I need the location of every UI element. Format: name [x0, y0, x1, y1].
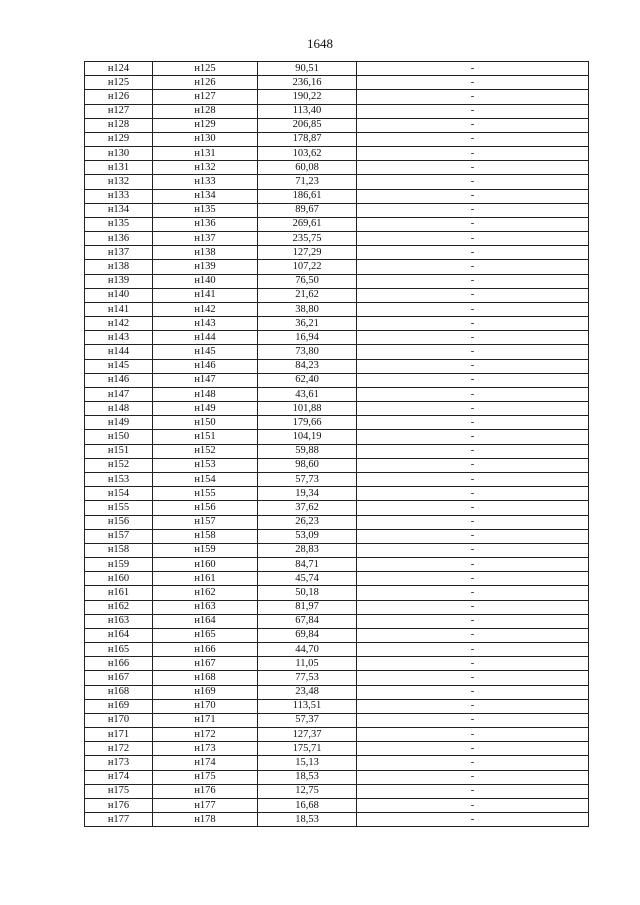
- table-row: [85, 260, 589, 274]
- table-row: [85, 90, 589, 104]
- note-cell: -: [357, 430, 589, 444]
- to-point-cell: н150: [153, 416, 258, 430]
- to-point-cell: н167: [153, 657, 258, 671]
- length-cell: 84,23: [258, 359, 357, 373]
- note-cell: -: [357, 203, 589, 217]
- table-row: [85, 217, 589, 231]
- table-row: [85, 501, 589, 515]
- length-cell: 38,80: [258, 302, 357, 316]
- from-point-cell: н160: [85, 572, 153, 586]
- to-point-cell: н176: [153, 784, 258, 798]
- length-cell: 37,62: [258, 501, 357, 515]
- length-cell: 57,37: [258, 713, 357, 727]
- note-cell: -: [357, 798, 589, 812]
- from-point-cell: н164: [85, 628, 153, 642]
- length-cell: 127,29: [258, 246, 357, 260]
- note-cell: -: [357, 132, 589, 146]
- to-point-cell: н168: [153, 671, 258, 685]
- from-point-cell: н124: [85, 62, 153, 76]
- table-row: [85, 813, 589, 827]
- to-point-cell: н160: [153, 558, 258, 572]
- table-row: [85, 373, 589, 387]
- note-cell: -: [357, 501, 589, 515]
- from-point-cell: н169: [85, 699, 153, 713]
- table-row: [85, 274, 589, 288]
- length-cell: 11,05: [258, 657, 357, 671]
- note-cell: -: [357, 104, 589, 118]
- note-cell: -: [357, 402, 589, 416]
- note-cell: -: [357, 784, 589, 798]
- length-cell: 16,94: [258, 331, 357, 345]
- note-cell: -: [357, 728, 589, 742]
- note-cell: -: [357, 317, 589, 331]
- from-point-cell: н168: [85, 685, 153, 699]
- note-cell: -: [357, 302, 589, 316]
- to-point-cell: н178: [153, 813, 258, 827]
- from-point-cell: н136: [85, 232, 153, 246]
- note-cell: -: [357, 657, 589, 671]
- note-cell: -: [357, 770, 589, 784]
- from-point-cell: н152: [85, 458, 153, 472]
- table-row: [85, 600, 589, 614]
- length-cell: 98,60: [258, 458, 357, 472]
- table-row: [85, 458, 589, 472]
- note-cell: -: [357, 756, 589, 770]
- from-point-cell: н142: [85, 317, 153, 331]
- to-point-cell: н159: [153, 543, 258, 557]
- to-point-cell: н137: [153, 232, 258, 246]
- to-point-cell: н126: [153, 76, 258, 90]
- from-point-cell: н129: [85, 132, 153, 146]
- table-row: [85, 104, 589, 118]
- to-point-cell: н130: [153, 132, 258, 146]
- note-cell: -: [357, 274, 589, 288]
- to-point-cell: н144: [153, 331, 258, 345]
- length-cell: 107,22: [258, 260, 357, 274]
- note-cell: -: [357, 472, 589, 486]
- note-cell: -: [357, 813, 589, 827]
- from-point-cell: н157: [85, 529, 153, 543]
- note-cell: -: [357, 628, 589, 642]
- length-cell: 71,23: [258, 175, 357, 189]
- length-cell: 67,84: [258, 614, 357, 628]
- table-row: [85, 515, 589, 529]
- from-point-cell: н125: [85, 76, 153, 90]
- length-cell: 45,74: [258, 572, 357, 586]
- note-cell: -: [357, 671, 589, 685]
- table-body: [85, 62, 589, 827]
- to-point-cell: н156: [153, 501, 258, 515]
- note-cell: -: [357, 387, 589, 401]
- note-cell: -: [357, 416, 589, 430]
- length-cell: 53,09: [258, 529, 357, 543]
- to-point-cell: н169: [153, 685, 258, 699]
- table-row: [85, 558, 589, 572]
- table-row: [85, 359, 589, 373]
- to-point-cell: н165: [153, 628, 258, 642]
- to-point-cell: н157: [153, 515, 258, 529]
- length-cell: 76,50: [258, 274, 357, 288]
- from-point-cell: н150: [85, 430, 153, 444]
- from-point-cell: н171: [85, 728, 153, 742]
- table-row: [85, 614, 589, 628]
- length-cell: 59,88: [258, 444, 357, 458]
- to-point-cell: н141: [153, 288, 258, 302]
- from-point-cell: н131: [85, 161, 153, 175]
- length-cell: 90,51: [258, 62, 357, 76]
- from-point-cell: н156: [85, 515, 153, 529]
- note-cell: -: [357, 217, 589, 231]
- length-cell: 23,48: [258, 685, 357, 699]
- to-point-cell: н136: [153, 217, 258, 231]
- note-cell: -: [357, 515, 589, 529]
- from-point-cell: н138: [85, 260, 153, 274]
- to-point-cell: н173: [153, 742, 258, 756]
- to-point-cell: н166: [153, 643, 258, 657]
- length-cell: 101,88: [258, 402, 357, 416]
- note-cell: -: [357, 232, 589, 246]
- table-row: [85, 288, 589, 302]
- note-cell: -: [357, 76, 589, 90]
- to-point-cell: н129: [153, 118, 258, 132]
- boundary-points-table: [84, 61, 589, 827]
- from-point-cell: н149: [85, 416, 153, 430]
- to-point-cell: н162: [153, 586, 258, 600]
- length-cell: 57,73: [258, 472, 357, 486]
- to-point-cell: н135: [153, 203, 258, 217]
- table-row: [85, 175, 589, 189]
- from-point-cell: н167: [85, 671, 153, 685]
- note-cell: -: [357, 147, 589, 161]
- page-number: 1648: [307, 36, 333, 51]
- from-point-cell: н177: [85, 813, 153, 827]
- length-cell: 26,23: [258, 515, 357, 529]
- table-row: [85, 770, 589, 784]
- length-cell: 235,75: [258, 232, 357, 246]
- from-point-cell: н172: [85, 742, 153, 756]
- from-point-cell: н166: [85, 657, 153, 671]
- from-point-cell: н134: [85, 203, 153, 217]
- length-cell: 206,85: [258, 118, 357, 132]
- table-row: [85, 543, 589, 557]
- to-point-cell: н174: [153, 756, 258, 770]
- to-point-cell: н132: [153, 161, 258, 175]
- length-cell: 186,61: [258, 189, 357, 203]
- length-cell: 113,40: [258, 104, 357, 118]
- table-row: [85, 416, 589, 430]
- note-cell: -: [357, 600, 589, 614]
- from-point-cell: н128: [85, 118, 153, 132]
- from-point-cell: н165: [85, 643, 153, 657]
- note-cell: -: [357, 161, 589, 175]
- to-point-cell: н138: [153, 246, 258, 260]
- length-cell: 28,83: [258, 543, 357, 557]
- note-cell: -: [357, 543, 589, 557]
- to-point-cell: н127: [153, 90, 258, 104]
- note-cell: -: [357, 699, 589, 713]
- table-row: [85, 62, 589, 76]
- table-row: [85, 118, 589, 132]
- table-row: [85, 756, 589, 770]
- from-point-cell: н153: [85, 472, 153, 486]
- to-point-cell: н128: [153, 104, 258, 118]
- length-cell: 60,08: [258, 161, 357, 175]
- to-point-cell: н164: [153, 614, 258, 628]
- table-row: [85, 487, 589, 501]
- table-row: [85, 444, 589, 458]
- table-row: [85, 430, 589, 444]
- from-point-cell: н143: [85, 331, 153, 345]
- from-point-cell: н127: [85, 104, 153, 118]
- table-row: [85, 189, 589, 203]
- to-point-cell: н161: [153, 572, 258, 586]
- to-point-cell: н163: [153, 600, 258, 614]
- from-point-cell: н137: [85, 246, 153, 260]
- length-cell: 36,21: [258, 317, 357, 331]
- note-cell: -: [357, 345, 589, 359]
- length-cell: 43,61: [258, 387, 357, 401]
- table-row: [85, 572, 589, 586]
- from-point-cell: н140: [85, 288, 153, 302]
- to-point-cell: н155: [153, 487, 258, 501]
- from-point-cell: н146: [85, 373, 153, 387]
- table-row: [85, 302, 589, 316]
- length-cell: 81,97: [258, 600, 357, 614]
- note-cell: -: [357, 685, 589, 699]
- from-point-cell: н163: [85, 614, 153, 628]
- note-cell: -: [357, 175, 589, 189]
- from-point-cell: н130: [85, 147, 153, 161]
- note-cell: -: [357, 359, 589, 373]
- to-point-cell: н148: [153, 387, 258, 401]
- table-row: [85, 728, 589, 742]
- note-cell: -: [357, 614, 589, 628]
- from-point-cell: н148: [85, 402, 153, 416]
- from-point-cell: н161: [85, 586, 153, 600]
- to-point-cell: н131: [153, 147, 258, 161]
- table-row: [85, 203, 589, 217]
- length-cell: 175,71: [258, 742, 357, 756]
- length-cell: 89,67: [258, 203, 357, 217]
- to-point-cell: н171: [153, 713, 258, 727]
- length-cell: 16,68: [258, 798, 357, 812]
- length-cell: 44,70: [258, 643, 357, 657]
- to-point-cell: н154: [153, 472, 258, 486]
- to-point-cell: н149: [153, 402, 258, 416]
- table-row: [85, 472, 589, 486]
- table-row: [85, 317, 589, 331]
- length-cell: 84,71: [258, 558, 357, 572]
- length-cell: 179,66: [258, 416, 357, 430]
- table-row: [85, 232, 589, 246]
- length-cell: 19,34: [258, 487, 357, 501]
- from-point-cell: н151: [85, 444, 153, 458]
- table-row: [85, 246, 589, 260]
- note-cell: -: [357, 529, 589, 543]
- length-cell: 103,62: [258, 147, 357, 161]
- to-point-cell: н152: [153, 444, 258, 458]
- to-point-cell: н139: [153, 260, 258, 274]
- note-cell: -: [357, 90, 589, 104]
- table-row: [85, 147, 589, 161]
- to-point-cell: н140: [153, 274, 258, 288]
- from-point-cell: н144: [85, 345, 153, 359]
- length-cell: 178,87: [258, 132, 357, 146]
- note-cell: -: [357, 331, 589, 345]
- to-point-cell: н142: [153, 302, 258, 316]
- length-cell: 127,37: [258, 728, 357, 742]
- length-cell: 62,40: [258, 373, 357, 387]
- length-cell: 104,19: [258, 430, 357, 444]
- from-point-cell: н141: [85, 302, 153, 316]
- from-point-cell: н132: [85, 175, 153, 189]
- note-cell: -: [357, 246, 589, 260]
- table-row: [85, 657, 589, 671]
- from-point-cell: н159: [85, 558, 153, 572]
- from-point-cell: н173: [85, 756, 153, 770]
- to-point-cell: н143: [153, 317, 258, 331]
- from-point-cell: н176: [85, 798, 153, 812]
- table-row: [85, 345, 589, 359]
- table-row: [85, 784, 589, 798]
- table-row: [85, 132, 589, 146]
- length-cell: 73,80: [258, 345, 357, 359]
- table-row: [85, 742, 589, 756]
- from-point-cell: н139: [85, 274, 153, 288]
- note-cell: -: [357, 189, 589, 203]
- note-cell: -: [357, 288, 589, 302]
- table-row: [85, 331, 589, 345]
- from-point-cell: н158: [85, 543, 153, 557]
- from-point-cell: н175: [85, 784, 153, 798]
- length-cell: 69,84: [258, 628, 357, 642]
- note-cell: -: [357, 373, 589, 387]
- length-cell: 21,62: [258, 288, 357, 302]
- note-cell: -: [357, 458, 589, 472]
- from-point-cell: н145: [85, 359, 153, 373]
- to-point-cell: н158: [153, 529, 258, 543]
- note-cell: -: [357, 558, 589, 572]
- length-cell: 50,18: [258, 586, 357, 600]
- from-point-cell: н126: [85, 90, 153, 104]
- table-row: [85, 161, 589, 175]
- length-cell: 18,53: [258, 770, 357, 784]
- length-cell: 269,61: [258, 217, 357, 231]
- from-point-cell: н162: [85, 600, 153, 614]
- to-point-cell: н145: [153, 345, 258, 359]
- note-cell: -: [357, 118, 589, 132]
- length-cell: 15,13: [258, 756, 357, 770]
- note-cell: -: [357, 742, 589, 756]
- to-point-cell: н133: [153, 175, 258, 189]
- note-cell: -: [357, 487, 589, 501]
- length-cell: 236,16: [258, 76, 357, 90]
- length-cell: 18,53: [258, 813, 357, 827]
- from-point-cell: н155: [85, 501, 153, 515]
- from-point-cell: н154: [85, 487, 153, 501]
- to-point-cell: н151: [153, 430, 258, 444]
- to-point-cell: н134: [153, 189, 258, 203]
- to-point-cell: н146: [153, 359, 258, 373]
- note-cell: -: [357, 444, 589, 458]
- table-row: [85, 713, 589, 727]
- to-point-cell: н147: [153, 373, 258, 387]
- length-cell: 190,22: [258, 90, 357, 104]
- to-point-cell: н175: [153, 770, 258, 784]
- to-point-cell: н170: [153, 699, 258, 713]
- table-row: [85, 798, 589, 812]
- length-cell: 77,53: [258, 671, 357, 685]
- from-point-cell: н133: [85, 189, 153, 203]
- to-point-cell: н153: [153, 458, 258, 472]
- to-point-cell: н172: [153, 728, 258, 742]
- note-cell: -: [357, 643, 589, 657]
- note-cell: -: [357, 62, 589, 76]
- note-cell: -: [357, 572, 589, 586]
- to-point-cell: н125: [153, 62, 258, 76]
- table-row: [85, 387, 589, 401]
- table-row: [85, 699, 589, 713]
- table-row: [85, 643, 589, 657]
- note-cell: -: [357, 713, 589, 727]
- table-row: [85, 628, 589, 642]
- length-cell: 113,51: [258, 699, 357, 713]
- table-row: [85, 671, 589, 685]
- table-row: [85, 76, 589, 90]
- from-point-cell: н174: [85, 770, 153, 784]
- table-row: [85, 529, 589, 543]
- table-row: [85, 685, 589, 699]
- table-row: [85, 586, 589, 600]
- note-cell: -: [357, 260, 589, 274]
- from-point-cell: н135: [85, 217, 153, 231]
- note-cell: -: [357, 586, 589, 600]
- from-point-cell: н170: [85, 713, 153, 727]
- to-point-cell: н177: [153, 798, 258, 812]
- from-point-cell: н147: [85, 387, 153, 401]
- table-row: [85, 402, 589, 416]
- length-cell: 12,75: [258, 784, 357, 798]
